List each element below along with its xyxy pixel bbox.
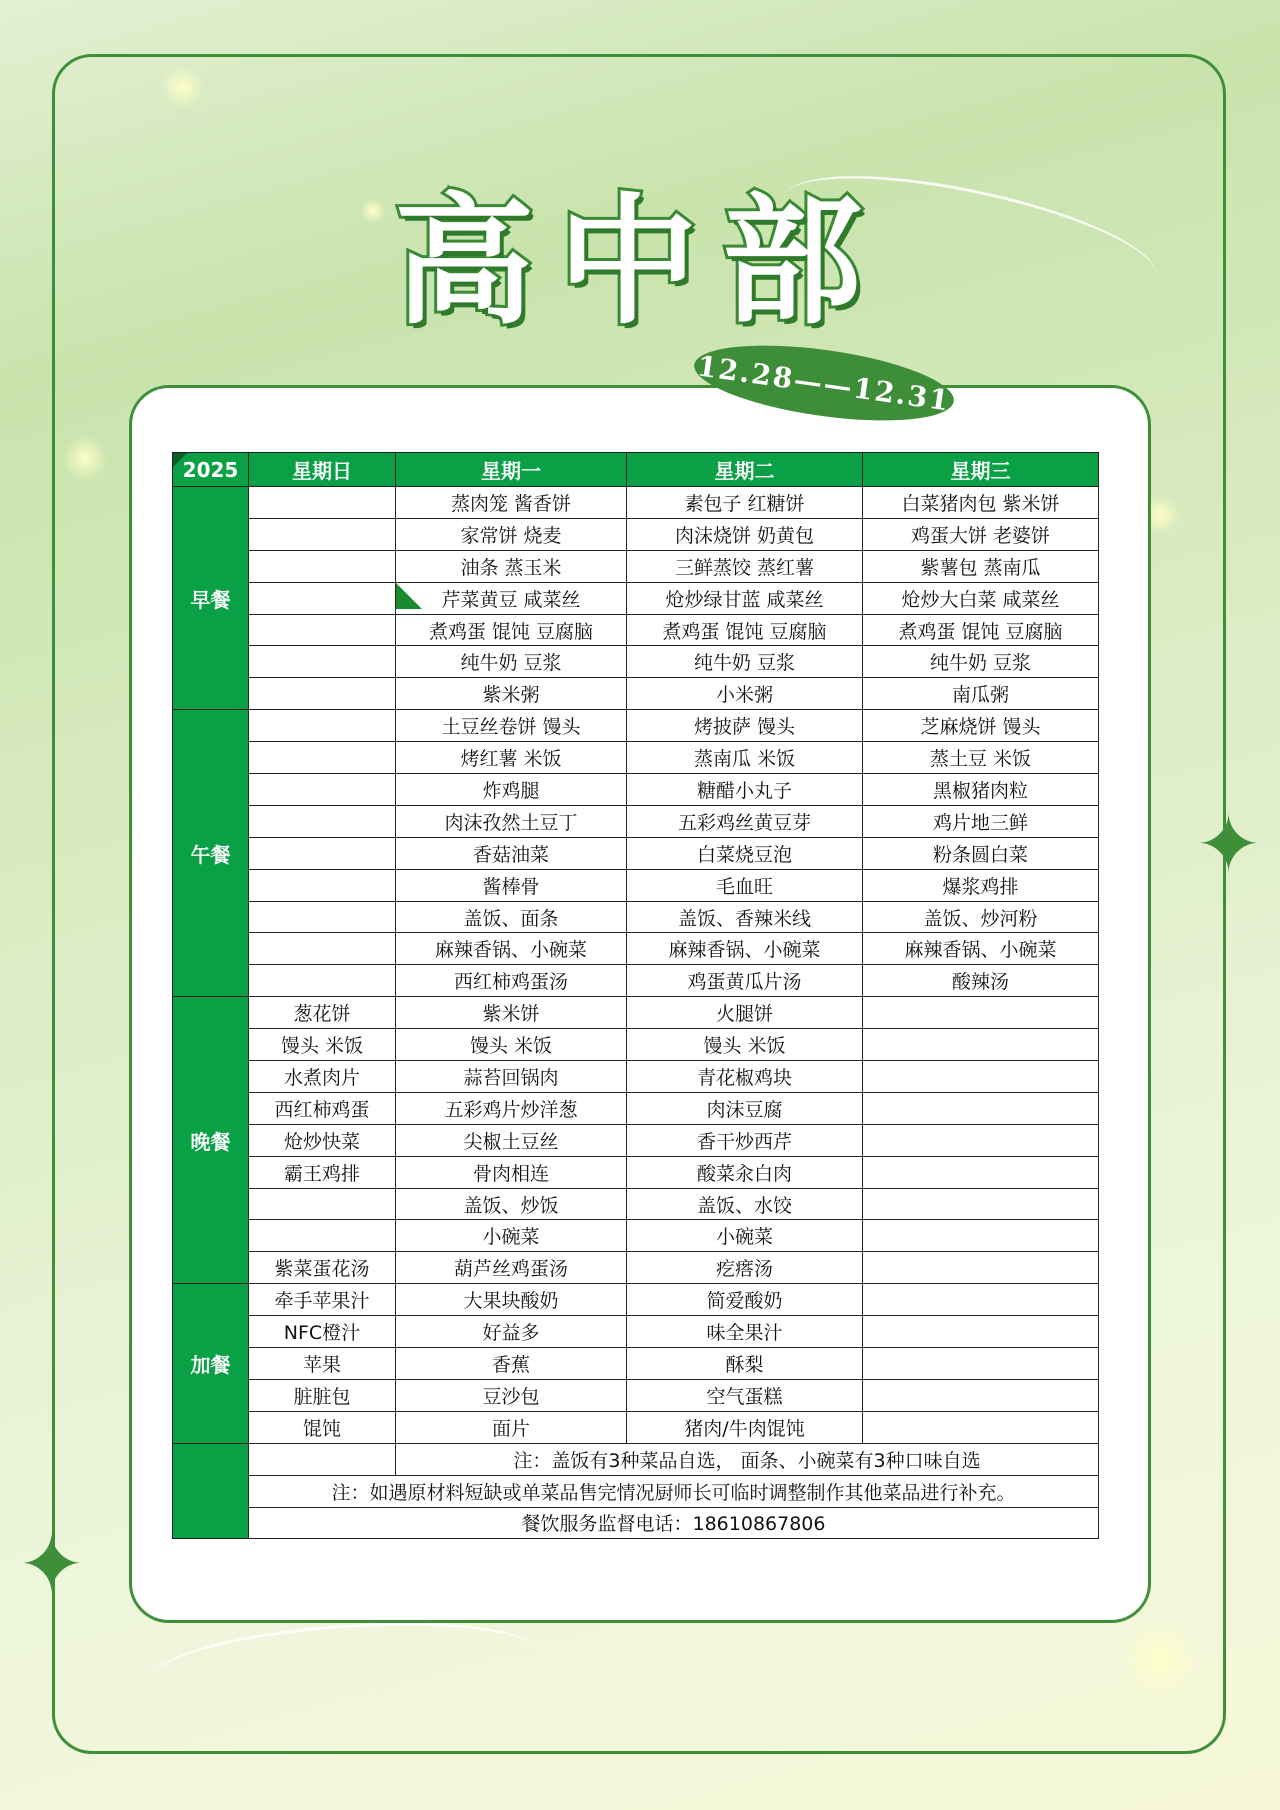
menu-cell-tuesday: 五彩鸡丝黄豆芽 — [627, 805, 863, 837]
menu-cell-sunday — [249, 582, 396, 614]
year-header: 2025 — [173, 453, 249, 487]
menu-cell-sunday — [249, 742, 396, 774]
menu-cell-sunday — [249, 710, 396, 742]
menu-row — [173, 997, 1099, 1029]
menu-cell-monday: 葫芦丝鸡蛋汤 — [396, 1252, 627, 1284]
menu-cell-tuesday: 盖饭、水饺 — [627, 1188, 863, 1220]
cell-marker — [396, 583, 422, 609]
menu-row — [173, 933, 1099, 965]
menu-cell-tuesday: 肉沫烧饼 奶黄包 — [627, 518, 863, 550]
menu-cell-monday: 煮鸡蛋 馄饨 豆腐脑 — [396, 614, 627, 646]
menu-cell-sunday: 苹果 — [249, 1348, 396, 1380]
menu-cell-wednesday: 紫薯包 蒸南瓜 — [863, 550, 1099, 582]
menu-cell-tuesday: 蒸南瓜 米饭 — [627, 742, 863, 774]
menu-cell-wednesday — [863, 1029, 1099, 1061]
menu-cell-monday: 油条 蒸玉米 — [396, 550, 627, 582]
menu-row — [173, 1348, 1099, 1380]
menu-cell-text: 芹菜黄豆 咸菜丝 — [441, 588, 581, 611]
menu-cell-sunday — [249, 550, 396, 582]
menu-cell-wednesday: 煮鸡蛋 馄饨 豆腐脑 — [863, 614, 1099, 646]
menu-cell-sunday — [249, 1188, 396, 1220]
menu-row — [173, 1220, 1099, 1252]
menu-row — [173, 1411, 1099, 1443]
menu-cell-sunday: 西红柿鸡蛋 — [249, 1092, 396, 1124]
menu-cell-tuesday: 盖饭、香辣米线 — [627, 901, 863, 933]
meal-label: 早餐 — [173, 487, 249, 710]
menu-cell-sunday — [249, 805, 396, 837]
menu-cell-monday: 香菇油菜 — [396, 837, 627, 869]
col-header-wednesday: 星期三 — [863, 453, 1099, 487]
menu-cell-tuesday: 白菜烧豆泡 — [627, 837, 863, 869]
col-header-monday: 星期一 — [396, 453, 627, 487]
menu-row — [173, 1124, 1099, 1156]
menu-cell-wednesday — [863, 1284, 1099, 1316]
menu-cell-monday: 大果块酸奶 — [396, 1284, 627, 1316]
menu-row — [173, 1029, 1099, 1061]
menu-cell-monday: 面片 — [396, 1411, 627, 1443]
menu-cell-tuesday: 空气蛋糕 — [627, 1379, 863, 1411]
page-title: 高中部 — [393, 180, 886, 344]
menu-cell-wednesday: 蒸土豆 米饭 — [863, 742, 1099, 774]
menu-cell-tuesday: 肉沫豆腐 — [627, 1092, 863, 1124]
menu-cell-monday: 麻辣香锅、小碗菜 — [396, 933, 627, 965]
menu-cell-wednesday: 粉条圆白菜 — [863, 837, 1099, 869]
menu-cell-wednesday: 芝麻烧饼 馒头 — [863, 710, 1099, 742]
menu-row — [173, 869, 1099, 901]
menu-row — [173, 678, 1099, 710]
menu-cell-sunday: 脏脏包 — [249, 1379, 396, 1411]
menu-cell-monday: 馒头 米饭 — [396, 1029, 627, 1061]
menu-cell-wednesday — [863, 1348, 1099, 1380]
menu-cell-wednesday — [863, 1188, 1099, 1220]
sparkle-icon: ✦ — [1195, 798, 1263, 891]
menu-cell-wednesday — [863, 1156, 1099, 1188]
menu-cell-tuesday: 纯牛奶 豆浆 — [627, 646, 863, 678]
menu-cell-monday: 五彩鸡片炒洋葱 — [396, 1092, 627, 1124]
menu-cell-monday: 香蕉 — [396, 1348, 627, 1380]
menu-cell-sunday — [249, 965, 396, 997]
note-row — [173, 1443, 1099, 1475]
note-text: 注：盖饭有3种菜品自选， 面条、小碗菜有3种口味自选 — [396, 1443, 1099, 1475]
menu-cell-tuesday: 青花椒鸡块 — [627, 1061, 863, 1093]
menu-cell-tuesday: 火腿饼 — [627, 997, 863, 1029]
menu-cell-sunday — [249, 1220, 396, 1252]
menu-row — [173, 550, 1099, 582]
menu-cell-wednesday — [863, 1061, 1099, 1093]
menu-cell-sunday — [249, 837, 396, 869]
note-row — [173, 1475, 1099, 1507]
menu-cell-sunday — [249, 869, 396, 901]
menu-cell-tuesday: 炝炒绿甘蓝 咸菜丝 — [627, 582, 863, 614]
menu-cell-wednesday: 麻辣香锅、小碗菜 — [863, 933, 1099, 965]
menu-cell-monday: 酱棒骨 — [396, 869, 627, 901]
menu-cell-sunday — [249, 487, 396, 519]
menu-cell-monday: 西红柿鸡蛋汤 — [396, 965, 627, 997]
menu-row — [173, 837, 1099, 869]
menu-cell-monday: 盖饭、炒饭 — [396, 1188, 627, 1220]
menu-cell-sunday: 牵手苹果汁 — [249, 1284, 396, 1316]
menu-row — [173, 901, 1099, 933]
note-blank-cell — [249, 1443, 396, 1475]
menu-cell-sunday — [249, 614, 396, 646]
sparkle-icon: ✦ — [18, 1518, 86, 1611]
menu-cell-monday: 紫米粥 — [396, 678, 627, 710]
menu-cell-sunday — [249, 774, 396, 806]
menu-cell-tuesday: 麻辣香锅、小碗菜 — [627, 933, 863, 965]
menu-row — [173, 965, 1099, 997]
menu-cell-monday: 家常饼 烧麦 — [396, 518, 627, 550]
menu-cell-monday: 蒸肉笼 酱香饼 — [396, 487, 627, 519]
menu-row — [173, 582, 1099, 614]
menu-row — [173, 487, 1099, 519]
menu-row — [173, 1092, 1099, 1124]
menu-cell-wednesday: 南瓜粥 — [863, 678, 1099, 710]
menu-row — [173, 774, 1099, 806]
menu-cell-tuesday: 香干炒西芹 — [627, 1124, 863, 1156]
menu-cell-monday: 豆沙包 — [396, 1379, 627, 1411]
menu-cell-sunday: 葱花饼 — [249, 997, 396, 1029]
menu-cell-monday — [396, 582, 627, 614]
menu-cell-monday: 土豆丝卷饼 馒头 — [396, 710, 627, 742]
menu-cell-sunday: 霸王鸡排 — [249, 1156, 396, 1188]
menu-cell-monday: 蒜苔回锅肉 — [396, 1061, 627, 1093]
menu-row — [173, 1156, 1099, 1188]
menu-cell-sunday — [249, 518, 396, 550]
phone-row — [173, 1507, 1099, 1539]
menu-cell-tuesday: 疙瘩汤 — [627, 1252, 863, 1284]
menu-cell-monday: 纯牛奶 豆浆 — [396, 646, 627, 678]
col-header-tuesday: 星期二 — [627, 453, 863, 487]
menu-cell-sunday: 馒头 米饭 — [249, 1029, 396, 1061]
menu-cell-tuesday: 素包子 红糖饼 — [627, 487, 863, 519]
col-header-sunday: 星期日 — [249, 453, 396, 487]
menu-cell-wednesday — [863, 997, 1099, 1029]
menu-cell-monday: 骨肉相连 — [396, 1156, 627, 1188]
menu-cell-wednesday: 鸡片地三鲜 — [863, 805, 1099, 837]
menu-cell-monday: 紫米饼 — [396, 997, 627, 1029]
menu-cell-wednesday: 爆浆鸡排 — [863, 869, 1099, 901]
service-phone: 餐饮服务监督电话：18610867806 — [249, 1507, 1099, 1539]
menu-cell-sunday: 水煮肉片 — [249, 1061, 396, 1093]
menu-cell-tuesday: 小碗菜 — [627, 1220, 863, 1252]
menu-row — [173, 805, 1099, 837]
menu-cell-sunday: 馄饨 — [249, 1411, 396, 1443]
menu-row — [173, 1284, 1099, 1316]
date-range-badge: 12.28——12.31 — [690, 332, 959, 434]
menu-row — [173, 646, 1099, 678]
menu-cell-tuesday: 馒头 米饭 — [627, 1029, 863, 1061]
menu-cell-sunday — [249, 901, 396, 933]
menu-cell-wednesday — [863, 1252, 1099, 1284]
menu-cell-tuesday: 煮鸡蛋 馄饨 豆腐脑 — [627, 614, 863, 646]
menu-cell-sunday — [249, 678, 396, 710]
meal-label: 晚餐 — [173, 997, 249, 1284]
menu-cell-monday: 好益多 — [396, 1316, 627, 1348]
menu-cell-wednesday: 白菜猪肉包 紫米饼 — [863, 487, 1099, 519]
menu-cell-sunday: 炝炒快菜 — [249, 1124, 396, 1156]
meal-label: 加餐 — [173, 1284, 249, 1443]
menu-cell-tuesday: 猪肉/牛肉馄饨 — [627, 1411, 863, 1443]
menu-cell-wednesday — [863, 1411, 1099, 1443]
meal-label: 午餐 — [173, 710, 249, 997]
menu-cell-sunday: 紫菜蛋花汤 — [249, 1252, 396, 1284]
menu-cell-tuesday: 小米粥 — [627, 678, 863, 710]
menu-cell-tuesday: 糖醋小丸子 — [627, 774, 863, 806]
menu-cell-wednesday — [863, 1316, 1099, 1348]
menu-cell-tuesday: 三鲜蒸饺 蒸红薯 — [627, 550, 863, 582]
menu-row — [173, 1316, 1099, 1348]
menu-cell-tuesday: 简爱酸奶 — [627, 1284, 863, 1316]
menu-cell-wednesday — [863, 1220, 1099, 1252]
menu-cell-sunday — [249, 933, 396, 965]
menu-row — [173, 742, 1099, 774]
menu-cell-wednesday: 盖饭、炒河粉 — [863, 901, 1099, 933]
corner-mark — [173, 453, 187, 467]
menu-cell-wednesday — [863, 1379, 1099, 1411]
menu-cell-monday: 尖椒土豆丝 — [396, 1124, 627, 1156]
menu-cell-sunday — [249, 646, 396, 678]
menu-cell-sunday: NFC橙汁 — [249, 1316, 396, 1348]
menu-cell-tuesday: 味全果汁 — [627, 1316, 863, 1348]
menu-cell-wednesday — [863, 1124, 1099, 1156]
menu-cell-wednesday: 酸辣汤 — [863, 965, 1099, 997]
menu-row — [173, 1188, 1099, 1220]
menu-cell-wednesday: 鸡蛋大饼 老婆饼 — [863, 518, 1099, 550]
menu-cell-tuesday: 毛血旺 — [627, 869, 863, 901]
menu-row — [173, 614, 1099, 646]
header-row — [173, 453, 1099, 487]
menu-cell-monday: 炸鸡腿 — [396, 774, 627, 806]
menu-cell-monday: 盖饭、面条 — [396, 901, 627, 933]
menu-cell-wednesday: 纯牛奶 豆浆 — [863, 646, 1099, 678]
menu-row — [173, 1252, 1099, 1284]
note-text: 注：如遇原材料短缺或单菜品售完情况厨师长可临时调整制作其他菜品进行补充。 — [249, 1475, 1099, 1507]
menu-row — [173, 1379, 1099, 1411]
menu-row — [173, 710, 1099, 742]
menu-cell-monday: 肉沫孜然土豆丁 — [396, 805, 627, 837]
menu-cell-monday: 烤红薯 米饭 — [396, 742, 627, 774]
menu-row — [173, 518, 1099, 550]
menu-cell-wednesday: 黑椒猪肉粒 — [863, 774, 1099, 806]
menu-cell-wednesday: 炝炒大白菜 咸菜丝 — [863, 582, 1099, 614]
notes-side-cell — [173, 1443, 249, 1539]
menu-cell-tuesday: 烤披萨 馒头 — [627, 710, 863, 742]
menu-cell-tuesday: 鸡蛋黄瓜片汤 — [627, 965, 863, 997]
menu-table — [172, 452, 1099, 1539]
menu-cell-wednesday — [863, 1092, 1099, 1124]
menu-row — [173, 1061, 1099, 1093]
menu-cell-tuesday: 酥梨 — [627, 1348, 863, 1380]
menu-cell-monday: 小碗菜 — [396, 1220, 627, 1252]
menu-cell-tuesday: 酸菜汆白肉 — [627, 1156, 863, 1188]
